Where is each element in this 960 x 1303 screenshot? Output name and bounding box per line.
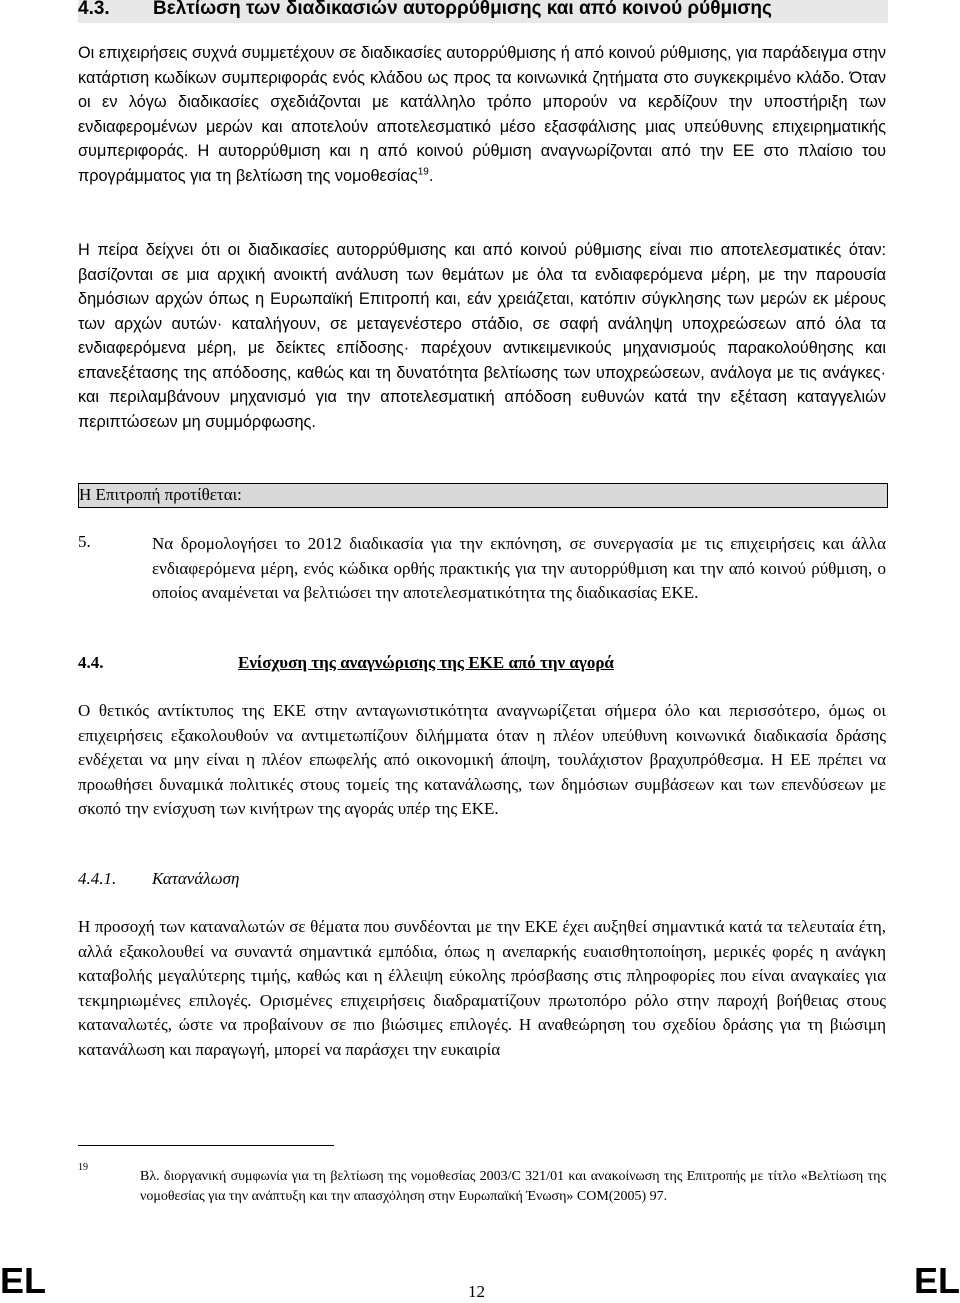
footer-language-right: EL (913, 1260, 960, 1301)
section-number: 4.3. (78, 0, 110, 19)
paragraph-experience: Η πείρα δείχνει ότι οι διαδικασίες αυτορρύθμισης και από κοινού ρύθμισης είναι πιο αποτελεσματικές όταν: βασίζονται σε μια αρχική ανοικτή ανάλυση των θεμάτων με όλα τα ενδιαφερόμενα μέρη, με την παρουσία δημόσιων αρχών όπως η Ευρωπαϊκή Επιτροπή και, εάν χρειάζεται, κατόπιν σύγκλησης των μερών εκ μέρους των αρχών αυτών· καταλήγουν, σε μεταγενέστερο στάδιο, σε σαφή ανάληψη υποχρεώσεων από όλα τα ενδιαφερόμενα μέρη, με δείκτες επίδοσης· παρέχουν αντικειμενικούς μηχανισμούς παρακολούθησης και επανεξέτασης της απόδοσης, καθώς και τη δυνατότητα βελτίωσης των υποχρεώσεων, ανάλογα με τις ανάγκες· και περιλαμβάνουν μηχανισμό για την αποτελεσματική απόδοση ευθυνών κατά την εξέταση καταγγελιών περιπτώσεων μη συμμόρφωσης. (78, 241, 886, 431)
subsection-title: Κατανάλωση (152, 869, 240, 888)
section-title: Ενίσχυση της αναγνώρισης της ΕΚΕ από την αγορά (238, 653, 614, 672)
paragraph-end: . (428, 166, 434, 185)
action-item-text: Να δρομολογήσει το 2012 διαδικασία για την εκπόνηση, σε συνεργασία με τις επιχειρήσεις και άλλα ενδιαφερόμενα μέρη, ενός κώδικα ορθής πρακτικής για την αυτορρύθμιση και την από κοινού ρύθμιση, ο οποίος αναμένεται να βελτιώσει την αποτελεσματικότητα της διαδικασίας ΕΚΕ. (152, 534, 886, 602)
page-number: 12 (468, 1282, 485, 1301)
footer-language-left: EL (0, 1260, 47, 1301)
footnote-text: Βλ. διοργανική συμφωνία για τη βελτίωση της νομοθεσίας 2003/C 321/01 και ανακοίνωση της Επιτροπής με τίτλο «Βελτίωση της νομοθεσίας για την ανάπτυξη και την απασχόληση στην Ευρωπαϊκή Ένωση» COM(2005) 97. (140, 1169, 886, 1204)
footnote-reference[interactable]: 19 (417, 166, 429, 178)
paragraph-consumption: Η προσοχή των καταναλωτών σε θέματα που συνδέονται με την ΕΚΕ έχει αυξηθεί σημαντικά κατά τα τελευταία έτη, αλλά εξακολουθεί να συναντά σημαντικά εμπόδια, όπως η ανεπαρκής ευαισθητοποίηση, μερικές φορές η ανάγκη καταβολής μεγαλύτερης τιμής, καθώς και η έλλειψη εύκολης πρόσβασης στις πληροφορίες που είναι αναγκαίες για τεκμηριωμένες επιλογές. Ορισμένες επιχειρήσεις διαδραματίζουν πρωτοπόρο ρόλο στην παροχή βοήθειας στους καταναλωτές, ώστε να προβαίνουν σε πιο βιώσιμες επιλογές. Η αναθεώρηση του σχεδίου δράσης για τη βιώσιμη κατανάλωση και παραγωγή, μπορεί να παράσχει την ευκαιρία (78, 917, 886, 1059)
section-number: 4.4. (78, 653, 104, 672)
paragraph-market-recognition: Ο θετικός αντίκτυπος της ΕΚΕ στην ανταγωνιστικότητα αναγνωρίζεται σήμερα όλο και περισσότερο, όμως οι επιχειρήσεις εξακολουθούν να αντιμετωπίζουν διλήμματα όταν η πλέον υπεύθυνη κοινωνικά διαδικασία δράσης ενδέχεται να μην είναι η πλέον επωφελής από οικονομική άποψη, τουλάχιστον βραχυπρόθεσμα. Η ΕΕ πρέπει να προωθήσει δυναμικά πολιτικές στους τομείς της κατανάλωσης, των δημόσιων συμβάσεων και των επενδύσεων με σκοπό την ενίσχυση των κινήτρων της αγοράς υπέρ της ΕΚΕ. (78, 701, 886, 818)
footnote-number: 19 (78, 1162, 88, 1173)
section-heading-4-3 (78, 0, 888, 24)
commission-proposal-box (78, 483, 888, 508)
section-title: Βελτίωση των διαδικασιών αυτορρύθμισης και από κοινού ρύθμισης (153, 0, 772, 19)
paragraph-self-regulation (78, 41, 886, 188)
action-item-number: 5. (78, 532, 91, 551)
footnote-separator (78, 1145, 334, 1146)
proposal-box-label: Η Επιτροπή προτίθεται: (79, 485, 242, 504)
subsection-number: 4.4.1. (78, 869, 117, 888)
paragraph-text: Οι επιχειρήσεις συχνά συμμετέχουν σε διαδικασίες αυτορρύθμισης ή από κοινού ρύθμισης, για παράδειγμα στην κατάρτιση κωδίκων συμπεριφοράς ενός κλάδου ως προς τα κοινωνικά ζητήματα στο συγκεκριμένο κλάδο. Όταν οι εν λόγω διαδικασίες σχεδιάζονται με κατάλληλο τρόπο μπορούν να κερδίζουν την υποστήριξη των ενδιαφερομένων μερών και αποτελούν αποτελεσματικό μέσο εξασφάλισης μιας υπεύθυνης επιχειρηματικής συμπεριφοράς. Η αυτορρύθμιση και η από κοινού ρύθμιση αναγνωρίζονται από την ΕΕ στο πλαίσιο του προγράμματος για τη βελτίωση της νομοθεσίας (78, 44, 886, 185)
